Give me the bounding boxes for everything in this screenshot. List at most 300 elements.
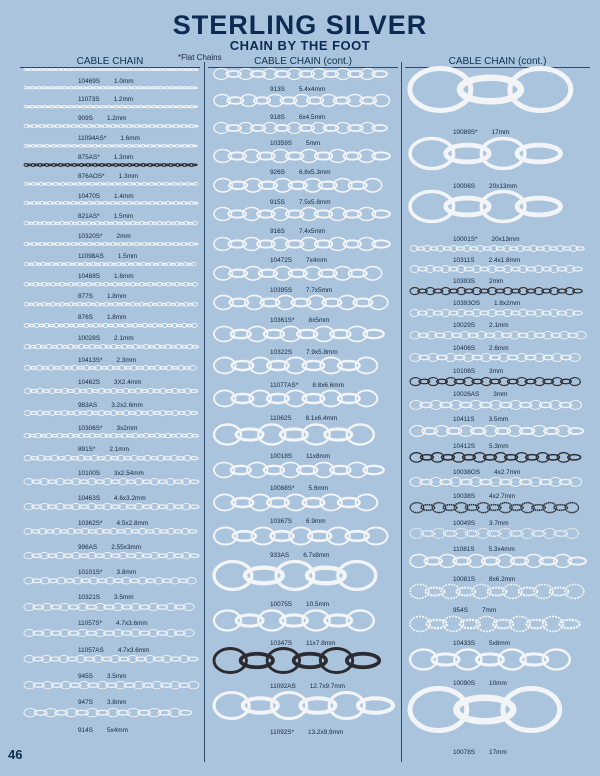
chain-link xyxy=(410,585,429,599)
chain-label xyxy=(78,135,140,142)
chain-item xyxy=(24,123,200,143)
chain-item xyxy=(410,190,588,243)
item-code: 11062S xyxy=(270,414,292,422)
item-size: 1.6mm xyxy=(114,273,134,281)
item-size: 5.3x4mm xyxy=(488,545,515,553)
chain-item xyxy=(24,281,200,301)
chain-label xyxy=(453,607,496,614)
chain-item xyxy=(410,615,588,648)
item-code: 10038OS xyxy=(453,468,481,476)
item-code: 10081S xyxy=(453,575,476,583)
item-code: 10411S xyxy=(453,416,475,424)
chain-label xyxy=(78,357,136,364)
item-code: 11092S* xyxy=(270,729,295,737)
item-size: 5x4mm xyxy=(106,727,128,735)
item-size: 2.55x3mm xyxy=(111,543,142,551)
chain-item xyxy=(24,387,200,410)
item-code: 10395S xyxy=(270,286,293,294)
item-code: 10029S xyxy=(453,322,476,330)
chain-item xyxy=(24,85,200,104)
item-code: 983AS xyxy=(78,401,98,409)
item-size: 3.5mm xyxy=(488,416,509,424)
chain-label xyxy=(78,520,148,527)
chain-item xyxy=(214,325,394,357)
chain-label xyxy=(270,640,335,647)
item-size: 2mm xyxy=(116,233,131,241)
item-code: 10090S xyxy=(453,679,476,687)
item-code: 10470S xyxy=(78,192,101,200)
chain-item xyxy=(214,526,394,560)
item-code: 996AS xyxy=(78,543,98,551)
chain-label xyxy=(78,673,126,680)
chain-item xyxy=(214,560,394,609)
item-size: 1.8mm xyxy=(106,313,127,321)
chain-label xyxy=(270,114,325,121)
item-code: 914S xyxy=(78,727,93,735)
chain-item xyxy=(24,364,200,386)
chain-item xyxy=(410,67,588,137)
chain-label xyxy=(78,213,133,220)
chain-label xyxy=(270,169,331,176)
item-size: 7.4x5mm xyxy=(298,227,326,235)
item-size: 6x4.5mm xyxy=(298,113,326,121)
item-size: 6.9mm xyxy=(306,518,326,525)
chain-item xyxy=(214,389,394,422)
chain-item xyxy=(214,67,394,93)
item-size: 10mm xyxy=(489,679,507,687)
item-size: 2.6mm xyxy=(489,344,509,352)
chain-item xyxy=(410,330,588,353)
chain-item xyxy=(24,628,200,654)
chain-item xyxy=(410,244,588,265)
chain-item xyxy=(410,137,588,190)
item-size: 1.0mm xyxy=(114,77,134,85)
item-size: 4.6x3.2mm xyxy=(114,494,146,502)
chain-link xyxy=(410,503,424,513)
chain-image xyxy=(410,67,588,137)
chain-item xyxy=(410,527,588,553)
chain-label xyxy=(453,257,520,264)
chain-item xyxy=(24,454,200,477)
item-code: 11057S* xyxy=(78,620,103,628)
chain-item xyxy=(24,477,200,502)
chain-label xyxy=(270,453,330,460)
flat-chains-note: *Flat Chains xyxy=(178,53,222,62)
item-code: 10347S xyxy=(270,639,293,647)
chain-label xyxy=(270,518,326,525)
item-size: 8x5mm xyxy=(308,317,330,325)
item-code: 10106S xyxy=(453,368,476,376)
chain-image xyxy=(410,687,588,757)
item-size: 3X2.4mm xyxy=(114,379,142,387)
chain-label xyxy=(270,317,329,324)
chain-label xyxy=(270,140,320,147)
chain-label xyxy=(78,78,134,85)
item-code: 891S* xyxy=(78,446,96,454)
item-size: 3.5mm xyxy=(106,672,127,680)
page-number: 46 xyxy=(8,747,23,762)
chain-item xyxy=(214,177,394,207)
column-divider-1 xyxy=(204,62,205,762)
chain-label xyxy=(78,293,126,300)
chain-label xyxy=(270,683,345,690)
item-size: 11x7.8mm xyxy=(306,639,336,647)
chain-label xyxy=(78,314,126,321)
chain-item xyxy=(214,609,394,647)
item-size: 8.8x6.6mm xyxy=(312,381,344,389)
item-code: 10393OS xyxy=(453,300,481,308)
item-code: 918S xyxy=(270,113,285,121)
chain-label xyxy=(453,391,508,398)
item-code: 11081S xyxy=(453,545,475,553)
chain-item xyxy=(410,583,588,615)
item-size: 11x8mm xyxy=(306,453,331,461)
chain-label xyxy=(78,335,134,342)
item-code: 877S xyxy=(78,293,93,301)
item-size: 4x2.7mm xyxy=(494,468,521,476)
item-size: 17mm xyxy=(491,129,510,137)
item-code: 10361S* xyxy=(270,317,295,325)
chain-label xyxy=(453,322,509,329)
chain-label xyxy=(453,368,503,375)
chain-item xyxy=(410,424,588,451)
item-size: 17mm xyxy=(489,749,507,757)
item-size: 1.8x2mm xyxy=(494,300,521,308)
chain-label xyxy=(270,199,331,206)
item-size: 7.5x5.8mm xyxy=(298,198,331,206)
item-code: 916S xyxy=(270,227,285,235)
chain-link xyxy=(193,106,197,107)
item-code: 10321S xyxy=(78,594,101,602)
chain-label xyxy=(453,520,509,527)
chain-item xyxy=(410,264,588,286)
item-code: 10078S xyxy=(453,749,476,757)
chain-item xyxy=(24,343,200,365)
chain-label xyxy=(270,86,325,93)
chain-item xyxy=(410,553,588,583)
chain-item xyxy=(214,493,394,526)
chain-item xyxy=(214,461,394,493)
item-size: 2mm xyxy=(489,278,504,286)
chain-label xyxy=(453,129,509,136)
chain-item xyxy=(410,352,588,375)
item-size: 6.7x8mm xyxy=(303,552,330,560)
chain-label xyxy=(78,699,126,706)
chain-item xyxy=(24,181,200,201)
chain-label xyxy=(78,620,148,627)
chain-label xyxy=(78,495,146,502)
column-heading-cable-chain-cont-2: CABLE CHAIN (cont.) xyxy=(448,56,547,67)
chain-label xyxy=(270,228,325,235)
item-code: 10049S xyxy=(453,519,476,527)
item-code: 10001S* xyxy=(453,236,478,244)
item-code: 10306S* xyxy=(78,424,103,432)
chain-item xyxy=(410,687,588,757)
item-code: 10089S* xyxy=(453,129,478,137)
item-code: 876AOS* xyxy=(78,173,105,181)
chain-link xyxy=(194,69,197,70)
chain-item xyxy=(24,143,200,162)
chain-label xyxy=(78,470,144,477)
chain-item xyxy=(410,376,588,399)
chain-item xyxy=(214,294,394,324)
item-code: 10463S xyxy=(78,494,101,502)
chain-item xyxy=(24,409,200,432)
chain-label xyxy=(453,546,515,553)
chain-item xyxy=(214,121,394,147)
item-size: 2.3mm xyxy=(116,356,137,364)
item-code: 11094AS* xyxy=(78,135,107,143)
chain-item xyxy=(24,322,200,343)
chain-item xyxy=(24,162,200,181)
item-size: 2.1mm xyxy=(489,322,509,330)
chain-item xyxy=(214,206,394,235)
item-size: 3x2.54mm xyxy=(114,469,144,477)
item-code: 10028S xyxy=(78,335,101,343)
chain-label xyxy=(453,236,520,243)
chain-label xyxy=(78,154,133,161)
chain-label xyxy=(78,425,137,432)
item-size: 3.2x2.6mm xyxy=(111,401,143,409)
item-code: 10075S xyxy=(270,601,293,609)
item-code: 10462S xyxy=(78,379,101,387)
item-code: 10406S xyxy=(453,344,476,352)
chain-label xyxy=(453,640,510,647)
item-code: 10322S xyxy=(270,348,293,356)
chain-item xyxy=(24,654,200,680)
item-code: 10320S* xyxy=(78,233,103,241)
chain-link xyxy=(410,529,424,539)
item-size: 2.1mm xyxy=(114,335,134,343)
chain-label xyxy=(78,273,134,280)
item-size: 5.4x4mm xyxy=(298,85,326,93)
item-size: 1.8mm xyxy=(106,293,127,301)
item-code: 10488S xyxy=(78,273,101,281)
item-size: 4.7x3.6mm xyxy=(117,646,150,654)
chain-label xyxy=(78,402,143,409)
item-code: 10413S* xyxy=(78,356,103,364)
chain-item xyxy=(24,241,200,261)
chain-label xyxy=(270,601,329,608)
item-size: 1.4mm xyxy=(114,192,134,200)
chain-item xyxy=(24,680,200,707)
item-code: 10359S xyxy=(270,140,293,148)
chain-label xyxy=(453,749,507,756)
chain-label xyxy=(270,729,343,736)
chain-label xyxy=(78,173,138,180)
chain-image xyxy=(410,583,588,615)
item-size: 13.2x9.9mm xyxy=(308,729,344,737)
item-code: 945S xyxy=(78,672,93,680)
item-size: 3.8mm xyxy=(116,568,137,576)
chain-item xyxy=(410,451,588,476)
chain-item xyxy=(214,93,394,121)
item-code: 10101S* xyxy=(78,568,103,576)
chain-item xyxy=(24,707,200,735)
item-size: 6.8x5.3mm xyxy=(298,169,331,177)
chain-label xyxy=(270,287,332,294)
item-code: 933AS xyxy=(270,552,290,560)
item-code: 821AS* xyxy=(78,212,100,220)
chain-label xyxy=(270,257,327,264)
item-code: 11092AS xyxy=(270,683,296,691)
chain-label xyxy=(453,416,508,423)
item-code: 10311S xyxy=(453,256,475,264)
chain-item xyxy=(410,501,588,527)
item-code: 10006S xyxy=(453,182,476,190)
item-size: 8x6.2mm xyxy=(489,575,516,583)
item-code: 913S xyxy=(270,85,285,93)
item-size: 7.7x5mm xyxy=(306,286,333,294)
item-code: 10362S* xyxy=(78,519,103,527)
chain-label xyxy=(453,576,515,583)
chain-item xyxy=(24,576,200,601)
chain-label xyxy=(78,446,129,453)
chain-item xyxy=(214,691,394,737)
item-size: 3.5mm xyxy=(114,594,134,602)
page-title: STERLING SILVER xyxy=(172,10,428,40)
chain-item xyxy=(24,602,200,628)
item-code: 926S xyxy=(270,169,285,177)
chain-item xyxy=(24,551,200,576)
chain-label xyxy=(78,96,133,103)
chain-label xyxy=(78,544,141,551)
item-size: 1.3mm xyxy=(118,173,139,181)
chain-item xyxy=(410,308,588,330)
item-code: 909S xyxy=(78,115,93,123)
chain-label xyxy=(453,469,520,476)
chain-item xyxy=(214,647,394,691)
chain-item xyxy=(214,236,394,265)
item-code: 10412S xyxy=(453,443,476,451)
item-size: 8.1x6.4mm xyxy=(305,414,338,422)
item-size: 20x13mm xyxy=(489,182,518,190)
chain-item xyxy=(410,286,588,308)
chain-label xyxy=(270,349,338,356)
chain-label xyxy=(453,345,509,352)
chain-label xyxy=(270,415,337,422)
item-code: 11098AS xyxy=(78,252,104,260)
chain-item xyxy=(410,648,588,688)
item-size: 10.5mm xyxy=(306,601,330,609)
chain-label xyxy=(78,569,136,576)
chain-label xyxy=(78,594,134,601)
item-code: 947S xyxy=(78,699,93,707)
page-subtitle: CHAIN BY THE FOOT xyxy=(229,38,371,53)
item-code: 10393S xyxy=(453,278,476,286)
item-code: 10367S xyxy=(270,518,293,525)
item-code: 10026AS xyxy=(453,391,480,399)
chain-item xyxy=(24,502,200,527)
column-heading-cable-chain-cont-1: CABLE CHAIN (cont.) xyxy=(254,56,352,67)
item-code: 10100S xyxy=(78,469,101,477)
item-size: 2.4x1.8mm xyxy=(488,256,521,264)
chain-label xyxy=(270,382,344,389)
item-size: 5x8mm xyxy=(489,639,510,647)
chain-label xyxy=(453,680,507,687)
chain-item xyxy=(24,301,200,321)
item-code: 10469S xyxy=(78,77,101,85)
item-code: 10088S* xyxy=(270,484,295,492)
chain-item xyxy=(24,104,200,123)
item-size: 1.6mm xyxy=(120,135,140,143)
item-size: 5mm xyxy=(306,140,321,148)
item-code: 10433S xyxy=(453,639,476,647)
item-code: 876S xyxy=(78,313,93,321)
item-code: 11077AS* xyxy=(270,381,299,389)
chain-item xyxy=(24,220,200,240)
chain-item xyxy=(24,200,200,220)
item-size: 4x2.7mm xyxy=(489,493,516,501)
chain-label xyxy=(453,183,517,190)
item-code: 10018S xyxy=(270,453,293,461)
chain-item xyxy=(24,527,200,551)
chain-item xyxy=(24,261,200,281)
item-size: 7x4mm xyxy=(306,257,327,265)
chain-label xyxy=(78,253,137,260)
item-size: 1.3mm xyxy=(113,154,134,162)
item-size: 3mm xyxy=(493,391,508,399)
item-size: 7mm xyxy=(481,607,497,615)
item-size: 1.5mm xyxy=(113,212,134,220)
chain-link xyxy=(193,87,197,88)
item-code: 10038S xyxy=(453,493,476,501)
item-code: 915S xyxy=(270,198,285,206)
chain-item xyxy=(24,432,200,454)
item-size: 5.3mm xyxy=(489,443,509,451)
chain-item xyxy=(214,356,394,389)
item-size: 4.7x3.6mm xyxy=(116,620,148,628)
chain-label xyxy=(270,485,328,492)
chain-label xyxy=(78,379,141,386)
item-size: 4.5x2.8mm xyxy=(116,519,149,527)
item-code: 11073S xyxy=(78,96,100,104)
chain-label xyxy=(453,493,515,500)
item-size: 3x2mm xyxy=(116,424,138,432)
chain-label xyxy=(270,552,329,559)
chain-item xyxy=(214,423,394,461)
chain-label xyxy=(78,233,131,240)
item-code: 954S xyxy=(453,607,468,615)
item-size: 20x13mm xyxy=(491,236,520,244)
item-size: 2.1mm xyxy=(109,446,129,454)
chain-item xyxy=(24,67,200,85)
chain-label xyxy=(78,193,134,200)
item-size: 5.6mm xyxy=(308,484,329,492)
chain-item xyxy=(410,476,588,501)
column-heading-cable-chain: CABLE CHAIN xyxy=(76,56,144,67)
item-code: 10472S xyxy=(270,257,293,265)
item-code: 875AS* xyxy=(78,154,100,162)
item-size: 3mm xyxy=(489,368,504,376)
chain-item xyxy=(214,265,394,295)
item-size: 3.8mm xyxy=(106,699,127,707)
chain-label xyxy=(453,443,509,450)
chain-label xyxy=(78,115,126,122)
chain-label xyxy=(453,300,520,307)
item-code: 11057AS xyxy=(78,646,104,654)
item-size: 3.7mm xyxy=(489,519,509,527)
chain-label xyxy=(78,727,128,734)
column-divider-2 xyxy=(401,62,402,762)
item-size: 12.7x9.7mm xyxy=(309,683,345,691)
chain-item xyxy=(410,399,588,424)
item-size: 1.5mm xyxy=(117,252,138,260)
chain-label xyxy=(453,278,503,285)
chain-item xyxy=(214,148,394,177)
item-size: 1.2mm xyxy=(106,115,127,123)
chain-label xyxy=(78,647,149,654)
